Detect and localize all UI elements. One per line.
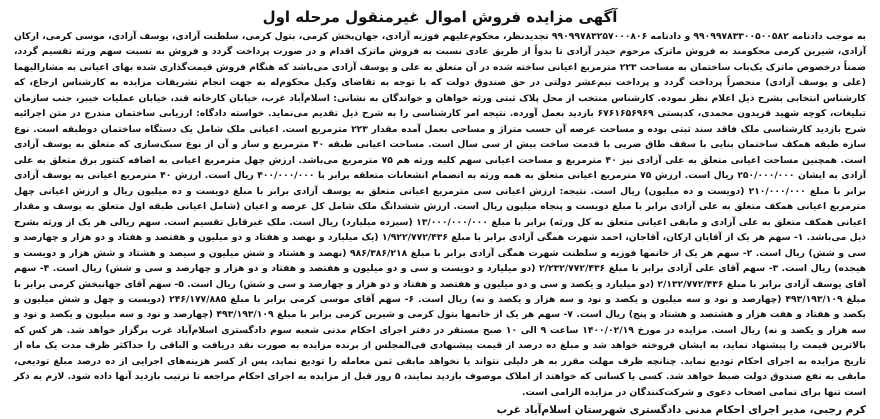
notice-signature: کرم رجبی، مدیر اجرای احکام مدنی دادگستری شهرستان اسلام‌آباد غرب	[496, 404, 866, 417]
notice-paragraph: به موجب دادنامه ۹۹۰۹۹۷۸۳۳۰۰۵۰۰۵۸۲ و دادنامه ۹۹۰۹۹۷۸۳۲۵۷۰۰۰۸۰۶ تجدیدنظر، محکوم‌علیهم فوزیه آزادی، جهان‌بخش کرمی، بتول کرمی، سلطنت آزادی، یوسف آزادی، موسی کرمی، ارکان آزادی، شیرین کرمی محکومند به فروش ماترک مرحوم حیدر آزادی تا بدواً از طریق عادی نسبت به فروش ماترک اقدام و در صورت پرداخت گردد و فروش به نسبت سهم ورثه تقسیم گردد، ضمناً درخصوص ماترک یک‌باب ساختمان به مساحت ۲۲۳ مترمربع اعیانی ساخته شده در آن متعلق به علی و یوسف آزادی می‌باشد که هنگام فروش قیمت‌گذاری شده بهای اعیانی به مشارالیهما (علی و یوسف آزادی) منحصراً پرداخت گردد و پرداخت نیم‌عشر دولتی در حق صندوق دولت که با توجه به تقاضای وکیل محکوم‌له به جهت انجام تشریفات مزایده به کارشناس ارجاع، که کارشناس انتخابی بشرح ذیل اعلام نظر نموده. کارشناس منتخب از محل پلاک ثبتی ورثه خواهان و خواندگان به نشانی: اسلام‌آباد غرب، خیابان کارخانه قند، خیابان عملیات خیبر، جنب سازمان تبلیغات، کوچه شهید فریدون محمدی، کدپستی ۶۷۶۱۶۵۶۹۶۹ بازدید بعمل آورده. نتیجه امر کارشناسی را به شرح ذیل تقدیم می‌نماید. خواسته دادگاه: ارزیابی ساختمان مندرج در متن اجرائیه شرح بازدید کارشناسی ملک فاقد سند ثبتی بوده و مساحت عرصه آن حسب متراژ و مساحی بعمل آمده مقدار ۲۲۳ مترمربع است. اعیانی ملک شامل یک دستگاه ساختمان دوطبقه است. نوع سازه طبقه همکف ساختمان بنایی با سقف طاق ضربی با قدمت ساخت بیش از سی سال است. مساحت اعیانی طبقه ۴۰ مترمربع و ساز و آن از نوع سبک‌سازی که متعلق به یوسف آزادی است. همچنین مساحت اعیانی متعلق به علی آزادی نیز ۴۰ مترمربع و مساحت اعیانی سهم کلیه ورثه هم ۷۵ مترمربع می‌باشد. ارزش چهل مترمربع اعیانی به اضافه کنتور برق متعلق به علی آزادی به ایشان ۲۵۰/۰۰۰/۰۰۰ ریال است. ارزش ۷۵ مترمربع اعیانی متعلق به همه ورثه به انضمام انشعابات متعلقه برابر با ۴۰۰/۰۰۰/۰۰۰ ریال است. ارزش ۴۰ مترمربع اعیانی به یوسف آزادی برابر با مبلغ ۲۱۰/۰۰۰/۰۰۰ (دویست و ده میلیون) ریال است. نتیجه: ارزش اعیانی سی مترمربع اعیانی متعلق به یوسف آزادی برابر با مبلغ دویست و ده میلیون ریال و ارزش اعیانی چهل مترمربع اعیانی همکف متعلق به علی آزادی برابر با مبلغ دویست و پنجاه میلیون ریال است. ارزش ششدانگ ملک شامل کل عرصه و اعیان (شامل اعیانی طبقه اول متعلق به یوسف و مقدار اعیانی همکف متعلق به علی آزادی و مابقی اعیانی متعلق به کل ورثه) برابر با مبلغ ۱۳/۰۰۰/۰۰۰/۰۰۰ (سیزده میلیارد) ریال است. ملک غیرقابل تقسیم است. سهم ریالی هر یک از ورثه بشرح ذیل می‌باشد. ۱- سهم هر یک از آقایان ارکان، آقاجان، احمد شهرت همگی آزادی برابر با مبلغ ۱/۹۲۲/۷۷۲/۴۳۶ (یک میلیارد و نهصد و هفتاد و دو میلیون و هفتصد و هفتاد و دو هزار و چهارصد و سی و شش) ریال است. ۲- سهم هر یک از خانمها فوزیه و سلطنت شهرت همگی آزادی برابر با مبلغ ۹۸۶/۳۸۶/۲۱۸ (نهصد و هشتاد و شش میلیون و سیصد و هشتاد و شش هزار و دویست و هیجده) ریال است. ۳- سهم آقای علی آزادی برابر با مبلغ ۲/۲۳۲/۷۷۲/۴۳۶ (دو میلیارد و دویست و سی و دو میلیون و هفتصد و هفتاد و دو هزار و چهارصد و سی و شش) ریال است. ۴- سهم آقای یوسف آزادی برابر با مبلغ ۲/۱۳۲/۷۷۲/۴۳۶ (دو میلیارد و یکصد و سی و دو میلیون و هفتصد و هفتاد و دو هزار و چهارصد و سی و شش) ریال است. ۵- سهم آقای جهانبخش کرمی برابر با مبلغ ۴۹۳/۱۹۳/۱۰۹ (چهارصد و نود و سه میلیون و یکصد و نود و سه هزار و یکصد و نه) ریال است. ۶- سهم آقای موسی کرمی برابر با مبلغ ۲۴۶/۱۷۷/۸۸۵ (دویست و چهل و شش میلیون و یکصد و هفتاد و هفت هزار و هشتصد و هشتاد و پنج) ریال است. ۷- سهم هر یک از خانمها بتول کرمی و شیرین کرمی برابر با مبلغ ۴۹۳/۱۹۳/۱۰۹ (چهارصد و نود و سه میلیون و یکصد و نود و سه هزار و یکصد و نه) ریال است. مزایده در مورخ ۱۴۰۰/۰۲/۱۹ ساعت ۹ الی ۱۰ صبح مستقر در دفتر اجرای احکام مدنی شعبه سوم دادگستری اسلام‌آباد غرب برگزار خواهد شد. هر کس که بالاترین قیمت را پیشنهاد نماید، به ایشان فروخته خواهد شد و مبلغ ده درصد از قیمت پیشنهادی فی‌المجلس از برنده مزایده به صورت نقد دریافت و الباقی را حداکثر ظرف مدت یک ماه از تاریخ مزایده به اجرای احکام تودیع نماید. چنانچه ظرف مهلت مقرر به هر دلیلی نتواند یا نخواهد مابقی ثمن معامله را تودیع نماید، پس از کسر هزینه‌های اجرایی از ده درصد مبلغ تودیعی، مابقی به نفع صندوق دولت ضبط خواهد شد. کسی یا کسانی که خواهند از املاک موصوف بازدید نمایند، ۵ روز قبل از مزایده به اجرای احکام مراجعه تا ترتیب بازدید آنها داده شود. لازم به ذکر است تنها برای تمامی اصحاب دعوی و شرکت‌کنندگان در مزایده الزامی است.	[14, 31, 867, 398]
notice-body	[14, 29, 866, 400]
notice-title: آگهی مزایده فروش اموال غیرمنقول مرحله اول	[262, 8, 618, 26]
